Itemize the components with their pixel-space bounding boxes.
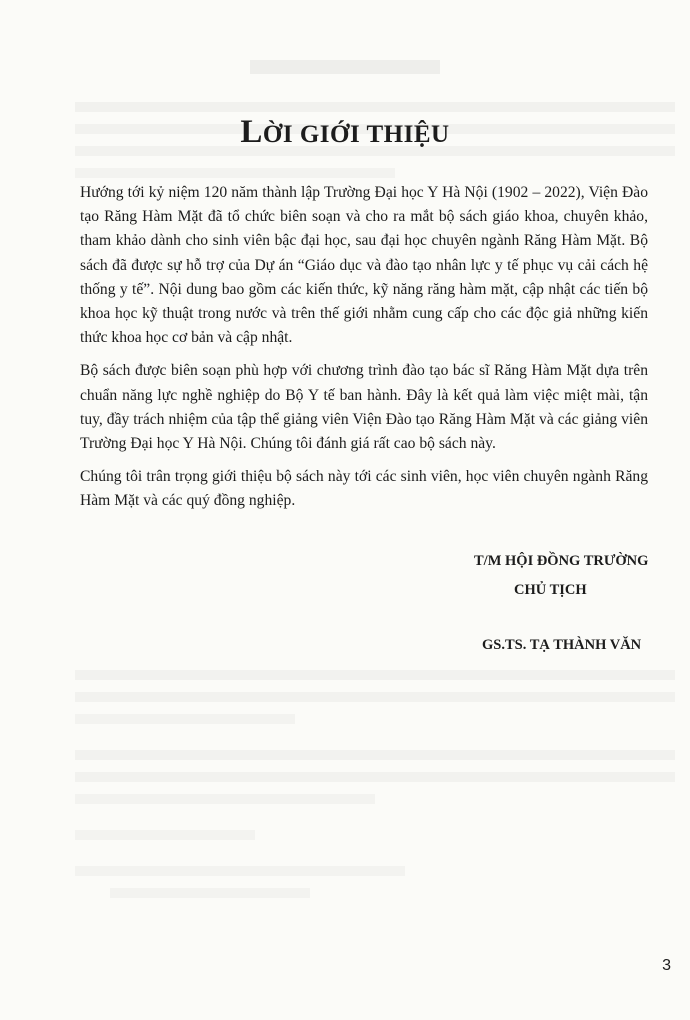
signature-council: T/M HỘI ĐỒNG TRƯỜNG bbox=[474, 553, 649, 569]
signature-chair: CHỦ TỊCH bbox=[514, 582, 587, 598]
page-title bbox=[0, 114, 690, 151]
body-text bbox=[80, 181, 648, 523]
signature-name: GS.TS. TẠ THÀNH VĂN bbox=[482, 637, 642, 653]
paragraph-3: Chúng tôi trân trọng giới thiệu bộ sách này tới các sinh viên, học viên chuyên ngành Răng Hàm Mặt và các quý đồng nghiệp. bbox=[80, 468, 648, 510]
title-first-letter: L bbox=[240, 114, 263, 150]
paragraph-1: Hướng tới kỷ niệm 120 năm thành lập Trường Đại học Y Hà Nội (1902 – 2022), Viện Đào tạo Răng Hàm Mặt đã tổ chức biên soạn và cho ra mắt bộ sách giáo khoa, chuyên khảo, tham khảo dành cho sinh viên bậc đại học, sau đại học chuyên ngành Răng Hàm Mặt. Bộ sách đã được sự hỗ trợ của Dự án “Giáo dục và đào tạo nhân lực y tế phục vụ cải cách hệ thống y tế”. Nội dung bao gồm các kiến thức, kỹ năng răng hàm mặt, cập nhật các tiến bộ khoa học kỹ thuật trong nước và trên thế giới nhằm cung cấp cho các độc giả những kiến thức khoa học cơ bản và cập nhật. bbox=[80, 184, 648, 347]
page-number: 3 bbox=[662, 957, 671, 974]
paragraph-2: Bộ sách được biên soạn phù hợp với chương trình đào tạo bác sĩ Răng Hàm Mặt dựa trên chuẩn năng lực nghề nghiệp do Bộ Y tế ban hành. Đây là kết quả làm việc miệt mài, tận tuy, đầy trách nhiệm của tập thể giảng viên Viện Đào tạo Răng Hàm Mặt và các giảng viên Trường Đại học Y Hà Nội. Chúng tôi đánh giá rất cao bộ sách này. bbox=[80, 362, 648, 453]
title-rest: ỜI GIỚI THIỆU bbox=[262, 121, 450, 148]
